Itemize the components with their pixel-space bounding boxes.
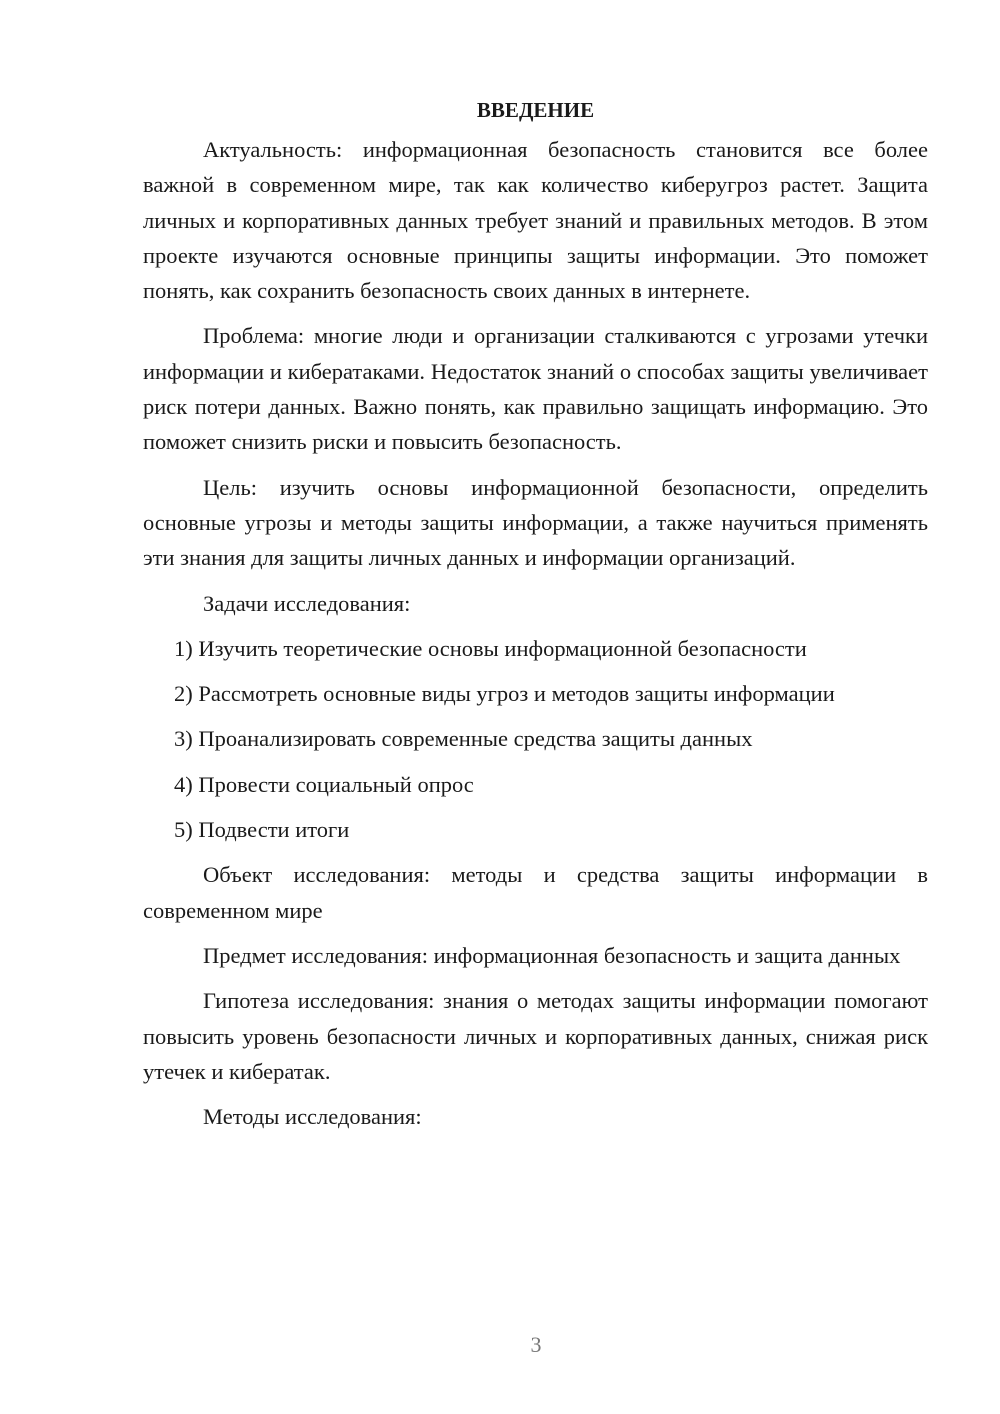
section-title: ВВЕДЕНИЕ: [476, 98, 595, 122]
task-item: 3) Проанализировать современные средства защиты данных: [174, 726, 753, 752]
task-item: 1) Изучить теоретические основы информационной безопасности: [174, 635, 807, 661]
task-item: 2) Рассмотреть основные виды угроз и методов защиты информации: [174, 681, 835, 707]
problem-paragraph: Проблема: многие люди и организации сталкиваются с угрозами утечки информации и кибератаками. Недостаток знаний о способах защиты увеличивает риск потери данных. Важно понять, как правильно защищать информацию. Это поможет снизить риски и повысить безопасность.: [143, 323, 928, 455]
task-item: 4) Провести социальный опрос: [174, 771, 474, 797]
page-number: 3: [530, 1332, 542, 1357]
document-body: [143, 92, 928, 1144]
task-item: 5) Подвести итоги: [174, 817, 350, 843]
hypothesis-paragraph: Гипотеза исследования: знания о методах защиты информации помогают повысить уровень безопасности личных и корпоративных данных, снижая риск утечек и кибератак.: [143, 988, 928, 1084]
goal-paragraph: Цель: изучить основы информационной безопасности, определить основные угрозы и методы защиты информации, а также научиться применять эти знания для защиты личных данных и информации организаций.: [143, 474, 928, 571]
tasks-heading: Задачи исследования:: [203, 590, 411, 616]
subject-paragraph: Предмет исследования: информационная безопасность и защита данных: [203, 942, 901, 968]
relevance-paragraph: Актуальность: информационная безопасность становится все более важной в современном мире, так как количество киберугроз растет. Защита личных и корпоративных данных требует знаний и правильных методов. В этом проекте изучаются основные принципы защиты информации. Это поможет понять, как сохранить безопасность своих данных в интернете.: [143, 137, 928, 304]
methods-heading: Методы исследования:: [203, 1104, 422, 1130]
object-paragraph: Объект исследования: методы и средства защиты информации в современном мире: [143, 862, 928, 923]
